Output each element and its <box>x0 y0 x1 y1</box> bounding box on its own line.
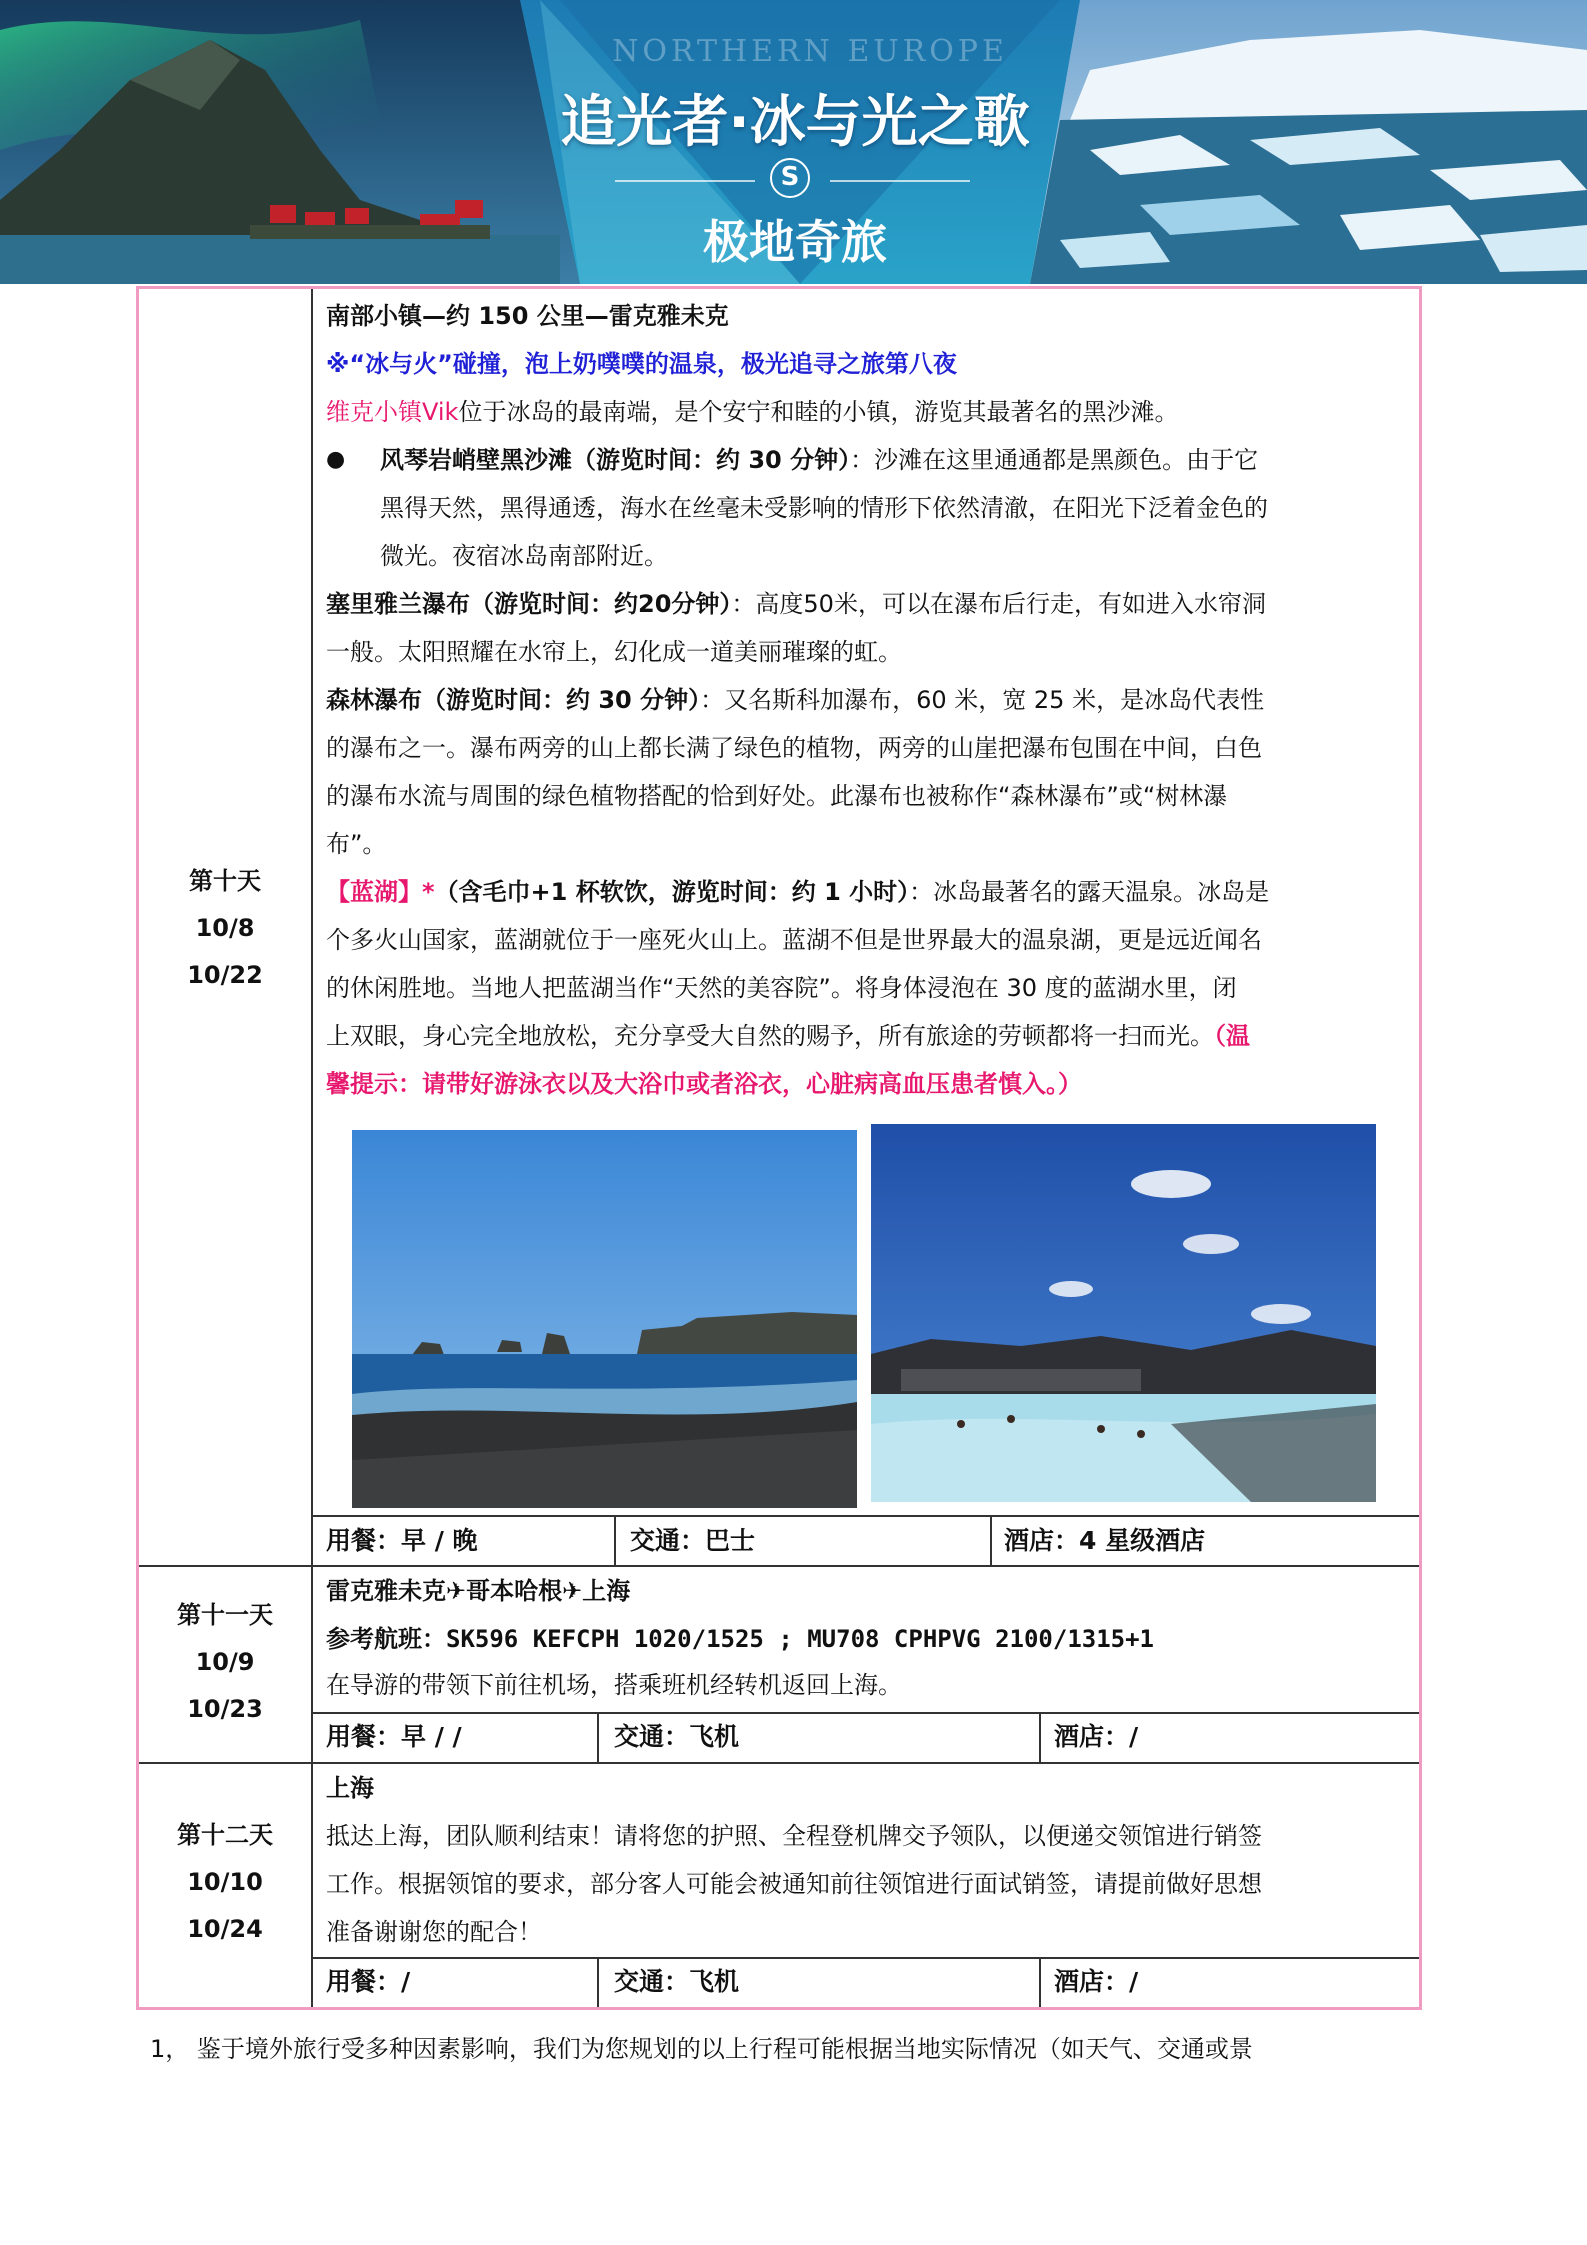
transport-info: 交通：飞机 <box>614 1967 740 1996</box>
day-description <box>326 1812 1408 1956</box>
table-line <box>311 1712 1419 1714</box>
flight-info: 参考航班：SK596 KEFCPH 1020/1525 ; MU708 CPHPVG 2100/1315+1 <box>326 1625 1155 1653</box>
list-item <box>326 436 1408 580</box>
header-banner <box>0 0 1587 284</box>
text-line: 微光。夜宿冰岛南部附近。 <box>380 542 668 570</box>
banner-brand: 极地奇旅 <box>703 215 887 269</box>
day-highlight: ※“冰与火”碰撞，泡上奶噗噗的温泉，极光追寻之旅第八夜 <box>326 350 957 378</box>
text-line: 上双眼，身心完全地放松，充分享受大自然的赐予，所有旅途的劳顿都将一扫而光。 <box>326 1022 1214 1050</box>
table-line <box>311 1957 1419 1959</box>
vik-name: 维克小镇Vik <box>326 398 459 426</box>
banner-divider-right <box>830 180 970 182</box>
banner-subtitle: NORTHERN EUROPE <box>612 34 1008 69</box>
bullet-icon: ● <box>326 447 346 472</box>
table-line <box>1039 1957 1041 2007</box>
transport-info: 交通：飞机 <box>614 1722 740 1751</box>
day-date: 10/22 <box>187 961 263 989</box>
skogafoss-paragraph <box>326 676 1408 868</box>
table-line <box>597 1712 599 1762</box>
blue-lagoon-photo <box>871 1124 1376 1502</box>
vik-text: 位于冰岛的最南端，是个安宁和睦的小镇，游览其最著名的黑沙滩。 <box>458 398 1179 426</box>
transport-info: 交通：巴士 <box>630 1526 756 1555</box>
banner-title: 追光者·冰与光之歌 <box>560 90 1030 155</box>
meal-info: 用餐：早 / / <box>326 1722 462 1751</box>
day-route: 上海 <box>326 1774 374 1802</box>
blue-lagoon-paragraph <box>326 868 1408 1108</box>
day-route: 南部小镇—约 150 公里—雷克雅未克 <box>326 302 729 330</box>
table-line <box>614 1515 616 1565</box>
attraction-title: 塞里雅兰瀑布（游览时间：约20分钟） <box>326 590 732 618</box>
attraction-title: 风琴岩峭壁黑沙滩（游览时间：约 30 分钟） <box>380 446 851 474</box>
day-date: 10/24 <box>187 1915 263 1943</box>
bullet-text <box>380 436 1408 580</box>
text-line: 的休闲胜地。当地人把蓝湖当作“天然的美容院”。将身体浸泡在 30 度的蓝湖水里，闭 <box>326 974 1237 1002</box>
day-cell-12 <box>139 1812 311 1953</box>
tip-text: 馨提示：请带好游泳衣以及大浴巾或者浴衣，心脏病高血压患者慎入。） <box>326 1070 1082 1098</box>
day-date: 10/8 <box>195 914 255 942</box>
meal-info: 用餐：早 / 晚 <box>326 1526 478 1555</box>
text-line: 布”。 <box>326 830 387 858</box>
text-line: 抵达上海，团队顺利结束！请将您的护照、全程登机牌交予领队，以便递交领馆进行销签 <box>326 1822 1262 1850</box>
text-line: ：沙滩在这里通通都是黑颜色。由于它 <box>850 446 1259 474</box>
black-sand-beach-photo <box>352 1130 857 1508</box>
meal-info: 用餐：/ <box>326 1967 411 1996</box>
attraction-title: 【蓝湖】* <box>326 878 435 906</box>
hotel-info: 酒店：/ <box>1054 1967 1139 1996</box>
day-label: 第十二天 <box>177 1821 273 1849</box>
day-cell-10 <box>139 858 311 999</box>
day-label: 第十一天 <box>177 1601 273 1629</box>
table-line <box>1039 1712 1041 1762</box>
text-line: 一般。太阳照耀在水帘上，幻化成一道美丽璀璨的虹。 <box>326 638 902 666</box>
text-line: （含毛巾+1 杯软饮，游览时间：约 1 小时） <box>434 878 910 906</box>
day-label: 第十天 <box>189 867 261 895</box>
day-date: 10/9 <box>195 1648 255 1676</box>
text-line: 准备谢谢您的配合！ <box>326 1918 542 1946</box>
text-line: 黑得天然，黑得通透，海水在丝毫未受影响的情形下依然清澈，在阳光下泛着金色的 <box>380 494 1268 522</box>
text-line: ：高度50米，可以在瀑布后行走，有如进入水帘洞 <box>731 590 1266 618</box>
attraction-title: 森林瀑布（游览时间：约 30 分钟） <box>326 686 701 714</box>
footnote: 1， 鉴于境外旅行受多种因素影响，我们为您规划的以上行程可能根据当地实际情况（如天气、交通或景 <box>150 2035 1253 2063</box>
table-line <box>597 1957 599 2007</box>
seljaland-paragraph <box>326 580 1408 676</box>
day-date: 10/10 <box>187 1868 263 1896</box>
day-date: 10/23 <box>187 1695 263 1723</box>
text-line: 的瀑布水流与周围的绿色植物搭配的恰到好处。此瀑布也被称作“森林瀑布”或“树林瀑 <box>326 782 1228 810</box>
banner-divider-left <box>615 180 755 182</box>
text-line: 的瀑布之一。瀑布两旁的山上都长满了绿色的植物，两旁的山崖把瀑布包围在中间，白色 <box>326 734 1262 762</box>
text-line: ：又名斯科加瀑布，60 米，宽 25 米，是冰岛代表性 <box>700 686 1265 714</box>
day-cell-11 <box>139 1592 311 1733</box>
day-route: 雷克雅未克✈哥本哈根✈上海 <box>326 1577 631 1605</box>
text-line: ：冰岛最著名的露天温泉。冰岛是 <box>909 878 1270 906</box>
vik-paragraph <box>326 388 1408 436</box>
tip-text: （温 <box>1214 1022 1250 1050</box>
text-line: 工作。根据领馆的要求，部分客人可能会被通知前往领馆进行面试销签，请提前做好思想 <box>326 1870 1262 1898</box>
day-description: 在导游的带领下前往机场，搭乘班机经转机返回上海。 <box>326 1671 902 1699</box>
text-line: 个多火山国家，蓝湖就位于一座死火山上。蓝湖不但是世界最大的温泉湖，更是远近闻名 <box>326 926 1262 954</box>
hotel-info: 酒店：4 星级酒店 <box>1004 1526 1206 1555</box>
table-column-divider <box>311 289 313 2007</box>
table-line <box>311 1515 1419 1517</box>
hotel-info: 酒店：/ <box>1054 1722 1139 1751</box>
s-logo-icon: S <box>770 158 810 198</box>
table-line <box>990 1515 992 1565</box>
